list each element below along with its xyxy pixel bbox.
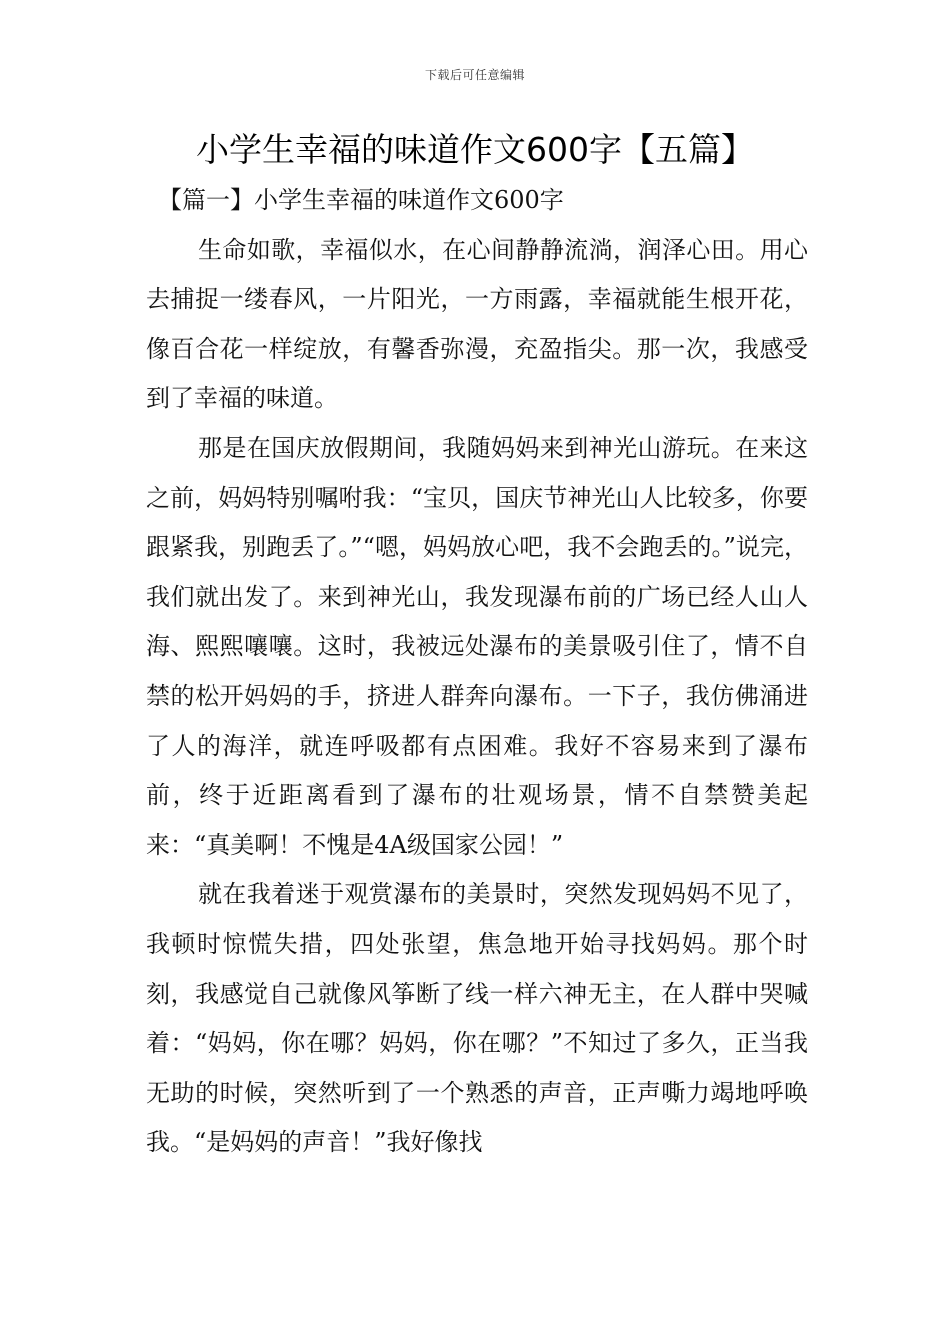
document-title: 小学生幸福的味道作文600字【五篇】 (196, 130, 754, 169)
paragraph-2: 那是在国庆放假期间，我随妈妈来到神光山游玩。在来这之前，妈妈特别嘱咐我：“宝贝，国庆节神光山人比较多，你要跟紧我，别跑丢了。”“嗯，妈妈放心吧，我不会跑丢的。”说完，我们就出发了。来到神光山，我发现瀑布前的广场已经人山人海、熙熙嚷嚷。这时，我被远处瀑布的美景吸引住了，情不自禁的松开妈妈的手，挤进人群奔向瀑布。一下子，我仿佛涌进了人的海洋，就连呼吸都有点困难。我好不容易来到了瀑布前，终于近距离看到了瀑布的壮观场景，情不自禁赞美起来：“真美啊！不愧是4A级国家公园！” (146, 433, 808, 859)
section-heading: 【篇一】小学生幸福的味道作文600字 (158, 186, 564, 214)
document-body (146, 176, 808, 1168)
paragraph-3: 就在我着迷于观赏瀑布的美景时，突然发现妈妈不见了，我顿时惊慌失措，四处张望，焦急地开始寻找妈妈。那个时刻，我感觉自己就像风筝断了线一样六神无主，在人群中哭喊着：“妈妈，你在哪？妈妈，你在哪？”不知过了多久，正当我无助的时候，突然听到了一个熟悉的声音，正声嘶力竭地呼唤我。“是妈妈的声音！”我好像找 (146, 880, 808, 1157)
header-note: 下载后可任意编辑 (424, 68, 525, 82)
paragraph-1: 生命如歌，幸福似水，在心间静静流淌，润泽心田。用心去捕捉一缕春风，一片阳光，一方雨露，幸福就能生根开花，像百合花一样绽放，有馨香弥漫，充盈指尖。那一次，我感受到了幸福的味道。 (146, 235, 808, 413)
